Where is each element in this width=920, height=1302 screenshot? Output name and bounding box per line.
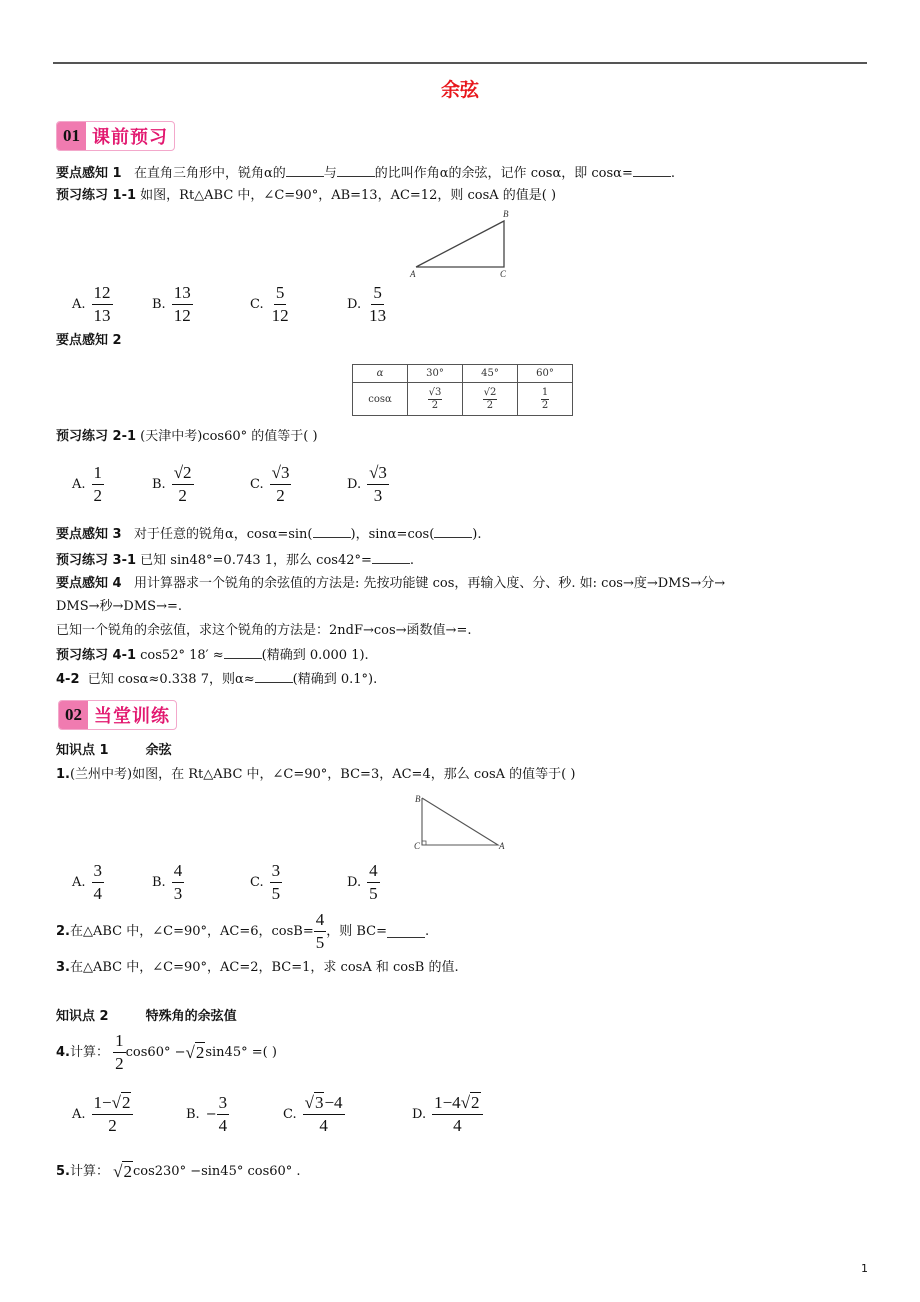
numerator: √3 — [270, 463, 292, 485]
vertex-label-a: A — [410, 269, 416, 279]
denominator: 4 — [218, 1116, 228, 1135]
text: 用计算器求一个锐角的余弦值的方法是: 先按功能键 cos，再输入度、分、秒. 如: cos→度→DMS→分→ — [133, 576, 726, 591]
question-4 — [56, 1031, 277, 1074]
numerator: 4 — [314, 910, 327, 932]
option-letter: B. — [152, 477, 166, 492]
denominator: 2 — [486, 399, 494, 411]
option-c[interactable] — [250, 861, 282, 904]
question-text: 计算： — [69, 1164, 109, 1179]
question-number: 1. — [56, 767, 70, 782]
exercise-label: 预习练习 1-1 — [56, 188, 137, 203]
denominator: 5 — [315, 933, 325, 952]
option-a[interactable] — [72, 283, 113, 326]
section-label: 当堂训练 — [94, 706, 170, 727]
vertex-label-b: B — [503, 209, 509, 219]
fraction — [367, 463, 389, 506]
denominator: 3 — [373, 486, 383, 505]
table-cell — [463, 383, 518, 416]
numerator: 5 — [274, 283, 287, 305]
sign: − — [205, 1107, 217, 1122]
question-number: 5. — [56, 1164, 70, 1179]
text: 1−4 — [434, 1093, 461, 1112]
key-point-label: 要点感知 4 — [56, 576, 122, 591]
option-letter: A. — [72, 477, 86, 492]
option-a[interactable] — [72, 861, 104, 904]
answer-blank[interactable] — [286, 164, 324, 177]
table-header-cell: 45° — [463, 365, 518, 383]
option-d[interactable] — [347, 861, 380, 904]
question-text: 在△ABC 中，∠C=90°，AC=6，cosB= — [69, 923, 314, 939]
numerator: 5 — [371, 283, 384, 305]
fraction — [217, 1093, 230, 1136]
exercise-1-1 — [56, 187, 556, 205]
option-letter: D. — [347, 875, 362, 890]
fraction — [113, 1031, 126, 1074]
denominator: 2 — [178, 486, 187, 505]
exercise-text: (天津中考)cos60° 的值等于( ) — [140, 429, 318, 444]
answer-blank[interactable] — [224, 646, 262, 659]
page-number: 1 — [861, 1262, 868, 1275]
denominator: 2 — [108, 1116, 117, 1135]
fraction — [314, 910, 327, 953]
numerator: √2 — [172, 463, 194, 485]
answer-blank[interactable] — [387, 925, 425, 938]
option-letter: B. — [152, 875, 166, 890]
text: )，sinα=cos( — [350, 527, 435, 542]
triangle-shape — [422, 798, 498, 845]
option-letter: C. — [250, 477, 264, 492]
text: 的比叫作角α的余弦，记作 cosα，即 cosα= — [374, 166, 633, 181]
table-header-cell: α — [353, 365, 408, 383]
table-header-cell: 30° — [408, 365, 463, 383]
option-letter: D. — [412, 1107, 427, 1122]
question-number: 3. — [56, 960, 70, 975]
exercise-text: 如图，Rt△ABC 中，∠C=90°，AB=13，AC=12，则 cosA 的值是( ) — [140, 188, 557, 203]
section-badge-01 — [56, 121, 175, 151]
numerator: 1−4√2 — [432, 1093, 482, 1115]
table-row — [353, 365, 573, 383]
question-text: ，则 BC= — [326, 923, 388, 939]
key-point-4-line3: 已知一个锐角的余弦值，求这个锐角的方法是：2ndF→cos→函数值→=. — [56, 623, 472, 638]
exercise-label: 预习练习 4-1 — [56, 648, 137, 663]
option-a[interactable] — [72, 1093, 133, 1136]
knowledge-point-topic: 特殊角的余弦值 — [145, 1009, 237, 1024]
knowledge-point-2 — [56, 1008, 237, 1026]
numerator: 3 — [270, 861, 283, 883]
fraction — [172, 283, 193, 326]
option-b[interactable] — [186, 1093, 229, 1136]
vertex-label-c: C — [414, 841, 421, 851]
key-point-label: 要点感知 1 — [56, 166, 122, 181]
denominator: 2 — [115, 1054, 124, 1073]
special-angles-table — [352, 364, 573, 416]
fraction — [270, 283, 291, 326]
denominator: 2 — [93, 486, 103, 505]
denominator: 2 — [431, 399, 439, 411]
denominator: 12 — [173, 306, 191, 325]
fraction — [92, 1093, 134, 1136]
numerator: 12 — [92, 283, 113, 305]
page-title: 余弦 — [440, 79, 479, 101]
denominator: 4 — [93, 884, 103, 903]
key-point-label: 要点感知 3 — [56, 527, 122, 542]
fraction — [270, 861, 283, 904]
exercise-label: 预习练习 3-1 — [56, 553, 137, 568]
key-point-4 — [56, 575, 725, 593]
question-text: sin45° =( ) — [205, 1044, 277, 1060]
numerator: √3 — [367, 463, 389, 485]
vertex-label-c: C — [500, 269, 507, 279]
text: . — [670, 166, 675, 181]
section-badge-02 — [58, 700, 177, 730]
sqrt-expression: √2 — [113, 1162, 132, 1181]
denominator: 5 — [369, 884, 378, 903]
denominator: 12 — [271, 306, 289, 325]
option-a[interactable] — [72, 463, 104, 506]
option-letter: B. — [186, 1107, 200, 1122]
question-1 — [56, 766, 575, 784]
question-text: cos60° − — [125, 1044, 186, 1060]
text: 1− — [93, 1093, 112, 1112]
option-c[interactable] — [250, 463, 291, 506]
question-text: 在△ABC 中，∠C=90°，AC=2，BC=1，求 cosA 和 cosB 的值. — [69, 960, 459, 975]
key-point-1 — [56, 164, 675, 183]
denominator: 2 — [276, 486, 285, 505]
table-cell — [518, 383, 573, 416]
exercise-2-1 — [56, 428, 318, 446]
option-b[interactable] — [152, 861, 184, 904]
question-number: 4. — [56, 1044, 70, 1060]
right-angle-mark — [422, 841, 426, 845]
denominator: 3 — [173, 884, 183, 903]
question-5 — [56, 1163, 301, 1181]
exercise-4-2 — [56, 670, 377, 689]
fraction — [367, 283, 388, 326]
radicand: 2 — [195, 1042, 205, 1062]
exercise-label: 4-2 — [56, 672, 80, 687]
answer-blank[interactable] — [313, 525, 351, 538]
numerator: 1 — [92, 463, 105, 485]
option-d[interactable] — [347, 283, 388, 326]
fraction — [92, 861, 105, 904]
answer-blank[interactable] — [337, 164, 375, 177]
numerator: 4 — [367, 861, 380, 883]
exercise-text: 已知 cosα≈0.338 7，则α≈ — [87, 672, 255, 687]
numerator: 13 — [172, 283, 193, 305]
question-3 — [56, 959, 459, 977]
question-text: (兰州中考)如图，在 Rt△ABC 中，∠C=90°，BC=3，AC=4，那么 cosA 的值等于( ) — [69, 767, 576, 782]
numerator: 1−√2 — [92, 1093, 134, 1115]
fraction — [92, 283, 113, 326]
triangle-figure-1 — [404, 205, 524, 280]
text: . — [409, 553, 415, 568]
numerator: √3−4 — [303, 1093, 345, 1115]
exercise-label: 预习练习 2-1 — [56, 429, 137, 444]
option-letter: C. — [283, 1107, 297, 1122]
vertex-label-a: A — [499, 841, 505, 851]
answer-blank[interactable] — [434, 525, 472, 538]
option-c[interactable] — [250, 283, 291, 326]
exercise-4-1 — [56, 646, 369, 665]
vertex-label-b: B — [415, 794, 421, 804]
option-letter: B. — [152, 297, 166, 312]
numerator: √3 — [428, 386, 442, 398]
fraction — [367, 861, 380, 904]
fraction — [303, 1093, 345, 1136]
text: 与 — [323, 166, 337, 181]
question-2 — [56, 910, 429, 953]
text: (精确到 0.1°). — [292, 672, 378, 687]
option-letter: D. — [347, 297, 362, 312]
fraction — [92, 463, 105, 506]
option-d[interactable] — [412, 1093, 483, 1136]
table-row-header: cosα — [353, 383, 408, 416]
option-letter: A. — [72, 297, 86, 312]
section-number: 02 — [59, 701, 88, 729]
option-letter: C. — [250, 297, 264, 312]
section-number: 01 — [57, 122, 86, 150]
table-row — [353, 383, 573, 416]
numerator: 4 — [172, 861, 185, 883]
fraction — [172, 861, 185, 904]
key-point-4-line2: DMS→秒→DMS→=. — [56, 599, 182, 614]
radicand: 2 — [123, 1162, 132, 1181]
triangle-shape — [416, 221, 504, 267]
numerator: 1 — [541, 386, 549, 398]
denominator: 4 — [453, 1116, 462, 1135]
option-b[interactable] — [152, 283, 193, 326]
section-label: 课前预习 — [92, 127, 168, 148]
text: ). — [472, 527, 482, 542]
answer-blank[interactable] — [372, 551, 410, 564]
denominator: 4 — [319, 1116, 328, 1135]
table-header-cell: 60° — [518, 365, 573, 383]
text: 在直角三角形中，锐角α的 — [133, 166, 286, 181]
fraction — [270, 463, 292, 506]
header-rule — [53, 62, 867, 64]
option-b[interactable] — [152, 463, 194, 506]
key-point-3 — [56, 525, 482, 544]
text: (精确到 0.000 1). — [261, 648, 369, 663]
numerator: 1 — [113, 1031, 126, 1053]
knowledge-point-1 — [56, 742, 172, 760]
fraction — [172, 463, 194, 506]
radicand: 3 — [314, 1093, 324, 1112]
answer-blank[interactable] — [255, 670, 293, 683]
answer-blank[interactable] — [633, 164, 671, 177]
table-cell — [408, 383, 463, 416]
key-point-2-label: 要点感知 2 — [56, 333, 122, 348]
denominator: 5 — [271, 884, 281, 903]
radicand: 2 — [471, 1093, 480, 1112]
numerator: √2 — [483, 386, 497, 398]
triangle-figure-2 — [410, 792, 515, 852]
text: −4 — [324, 1093, 343, 1112]
radicand: 2 — [121, 1093, 131, 1112]
numerator: 3 — [217, 1093, 230, 1115]
question-text: cos230° −sin45° cos60° . — [132, 1164, 301, 1179]
knowledge-point-topic: 余弦 — [145, 743, 172, 758]
denominator: 13 — [369, 306, 387, 325]
knowledge-point-label: 知识点 1 — [56, 743, 109, 758]
option-letter: A. — [72, 1107, 86, 1122]
fraction — [432, 1093, 482, 1136]
option-letter: C. — [250, 875, 264, 890]
text: . — [425, 923, 430, 939]
question-text: 计算： — [69, 1044, 109, 1060]
exercise-3-1 — [56, 551, 414, 570]
option-letter: A. — [72, 875, 86, 890]
option-d[interactable] — [347, 463, 389, 506]
option-c[interactable] — [283, 1093, 345, 1136]
numerator: 3 — [92, 861, 105, 883]
knowledge-point-label: 知识点 2 — [56, 1009, 109, 1024]
denominator: 2 — [541, 399, 549, 411]
question-number: 2. — [56, 923, 70, 939]
option-letter: D. — [347, 477, 362, 492]
denominator: 13 — [93, 306, 111, 325]
text: 对于任意的锐角α，cosα=sin( — [133, 527, 313, 542]
exercise-text: cos52° 18′ ≈ — [140, 648, 224, 663]
sqrt-expression: √2 — [185, 1042, 205, 1062]
exercise-text: 已知 sin48°=0.743 1，那么 cos42°= — [140, 553, 372, 568]
